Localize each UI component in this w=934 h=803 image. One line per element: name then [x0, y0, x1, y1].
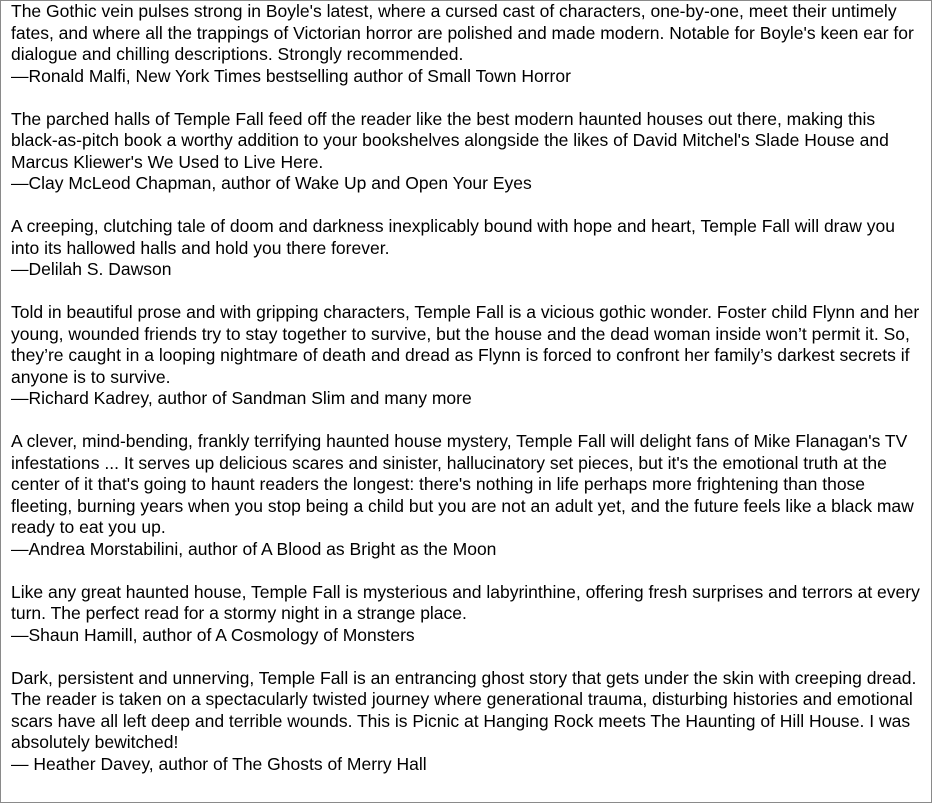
- review-quote: The parched halls of Temple Fall feed off the reader like the best modern haunted houses out there, making this black-as-pitch book a worthy addition to your bookshelves alongside the likes of David Mitchel's Slade House and Marcus Kliewer's We Used to Live Here.: [11, 108, 889, 172]
- review-attribution: —Andrea Morstabilini, author of A Blood as Bright as the Moon: [11, 538, 497, 559]
- review-attribution: —Clay McLeod Chapman, author of Wake Up and Open Your Eyes: [11, 173, 532, 193]
- review-blurb: [11, 1, 923, 87]
- review-quote: A clever, mind-bending, frankly terrifying haunted house mystery, Temple Fall will delight fans of Mike Flanagan's TV infestations ... It serves up delicious scares and sinister, hallucinatory set pieces, but it's the emotional truth at the center of it that's going to haunt readers the longest: there's nothing in life perhaps more frightening than those fleeting, burning years when you stop being a child but you are not an adult yet, and the future feels like a black maw ready to eat you up.: [11, 431, 914, 537]
- review-attribution: —Ronald Malfi, New York Times bestselling author of Small Town Horror: [11, 65, 571, 86]
- review-quote: The Gothic vein pulses strong in Boyle's latest, where a cursed cast of characters, one-by-one, meet their untimely fates, and where all the trappings of Victorian horror are polished and made modern. Notable for Boyle's keen ear for dialogue and chilling descriptions. Strongly recommended.: [11, 1, 914, 64]
- review-quote: Told in beautiful prose and with gripping characters, Temple Fall is a vicious gothic wonder. Foster child Flynn and her young, wounded friends try to stay together to survive, but the house and the dead woman inside won’t permit it. So, they’re caught in a looping nightmare of death and dread as Flynn is forced to confront her family’s darkest secrets if anyone is to survive.: [11, 302, 920, 387]
- review-blurb: [11, 431, 923, 560]
- review-attribution: —Shaun Hamill, author of A Cosmology of Monsters: [11, 624, 415, 645]
- review-blurb: [11, 109, 923, 195]
- review-blurb: [11, 668, 923, 776]
- review-blurb: [11, 582, 923, 647]
- review-blurb: [11, 216, 923, 281]
- review-blurb: [11, 302, 923, 410]
- review-attribution: — Heather Davey, author of The Ghosts of Merry Hall: [11, 753, 427, 774]
- reviews-list: [1, 1, 931, 775]
- review-attribution: —Richard Kadrey, author of Sandman Slim and many more: [11, 388, 472, 408]
- review-attribution: —Delilah S. Dawson: [11, 259, 172, 279]
- review-quote: Dark, persistent and unnerving, Temple Fall is an entrancing ghost story that gets under the skin with creeping dread. The reader is taken on a spectacularly twisted journey where generational trauma, disturbing histories and emotional scars have all left deep and terrible wounds. This is Picnic at Hanging Rock meets The Haunting of Hill House. I was absolutely bewitched!: [11, 667, 917, 752]
- review-quote: A creeping, clutching tale of doom and darkness inexplicably bound with hope and heart, Temple Fall will draw you into its hallowed halls and hold you there forever.: [11, 216, 895, 258]
- review-quote: Like any great haunted house, Temple Fall is mysterious and labyrinthine, offering fresh surprises and terrors at every turn. The perfect read for a stormy night in a strange place.: [11, 581, 920, 623]
